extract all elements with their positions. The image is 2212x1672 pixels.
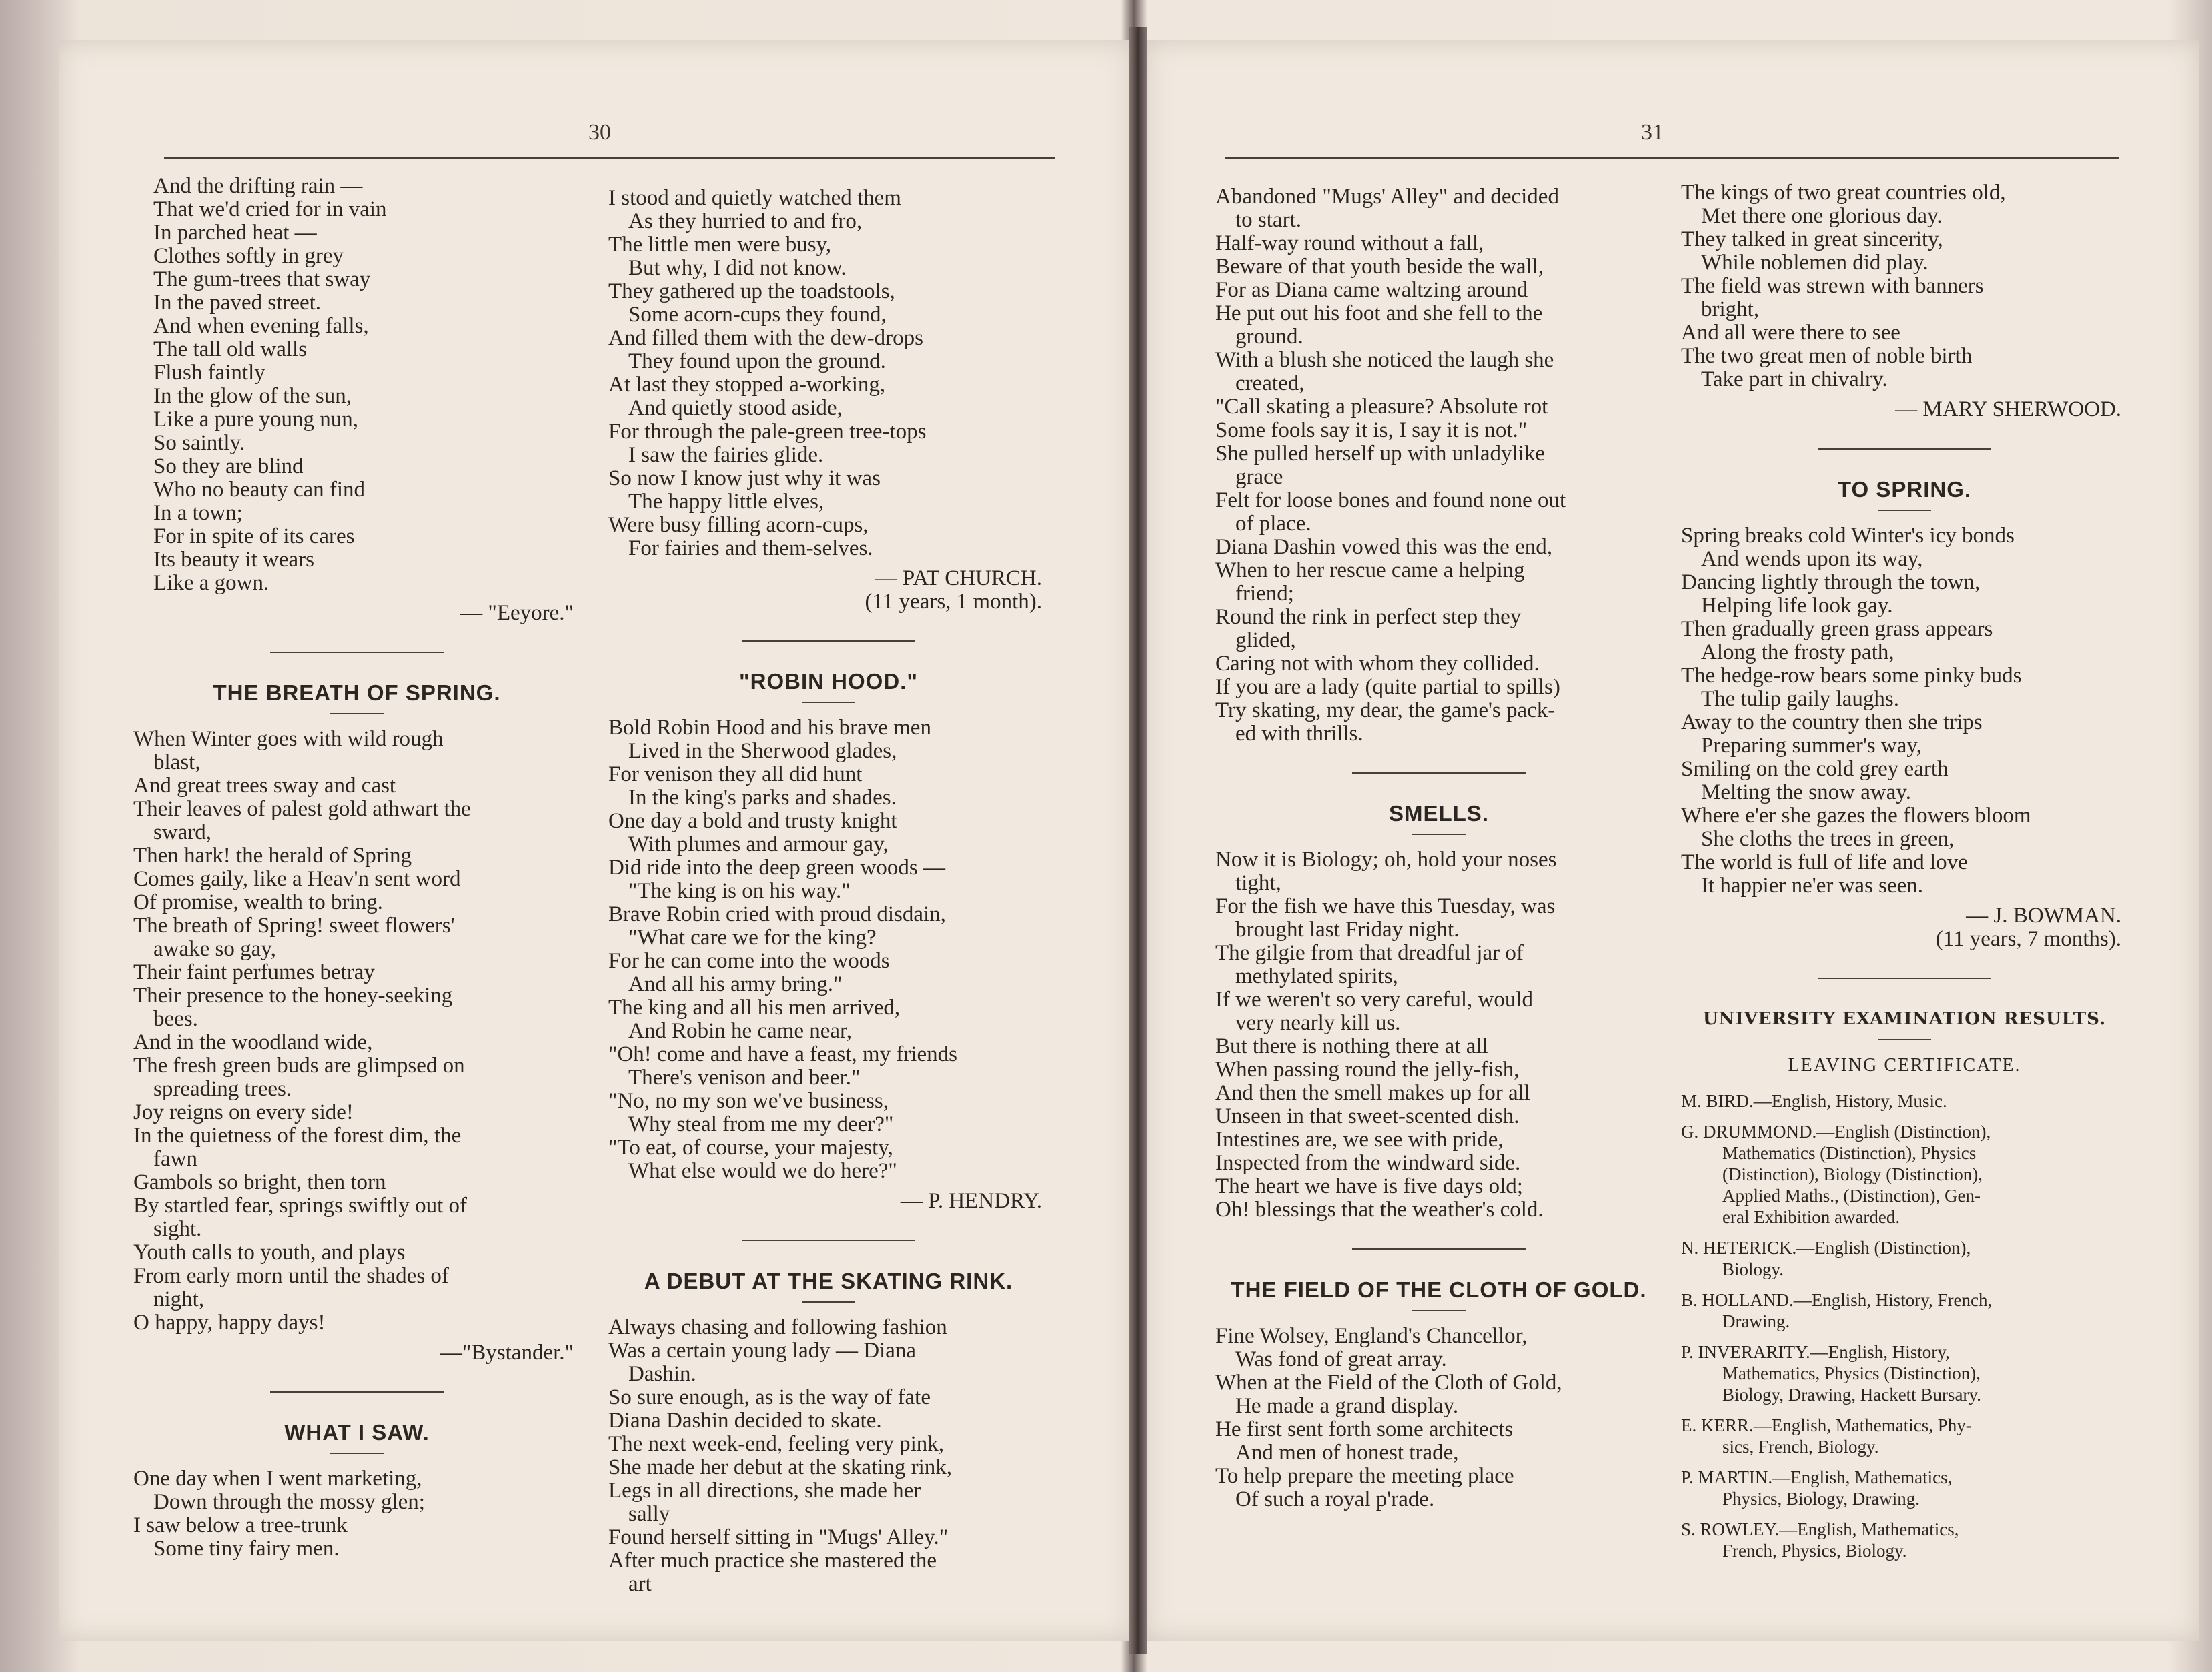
- section-title: SMELLS.: [1388, 801, 1489, 826]
- text-line: When Winter goes with wild rough: [133, 727, 444, 751]
- text-line: to start.: [1235, 208, 1301, 232]
- text-line: Its beauty it wears: [153, 548, 315, 572]
- poem-lines: [608, 187, 1049, 560]
- text-line: He put out his foot and she fell to the: [1215, 301, 1543, 325]
- text-line: In the king's parks and shades.: [628, 786, 897, 810]
- text-line: Fine Wolsey, England's Chancellor,: [1215, 1324, 1528, 1348]
- poem-lines: [133, 1467, 580, 1561]
- text-line: Their presence to the honey-seeking: [133, 984, 453, 1008]
- text-line: But there is nothing there at all: [1215, 1034, 1488, 1058]
- text-line: In the glow of the sun,: [153, 384, 352, 408]
- poem-lines: [1681, 181, 2128, 391]
- result-line: Mathematics (Distinction), Physics: [1722, 1143, 1977, 1163]
- text-line: While noblemen did play.: [1701, 251, 1928, 275]
- text-line: In the quietness of the forest dim, the: [133, 1124, 462, 1148]
- text-line: Clothes softly in grey: [153, 244, 344, 268]
- text-line: Then gradually green grass appears: [1681, 617, 1993, 641]
- text-line: After much practice she mastered the: [608, 1549, 937, 1573]
- text-line: Preparing summer's way,: [1701, 734, 1922, 758]
- text-line: And all his army bring.": [628, 972, 843, 996]
- section-title: THE BREATH OF SPRING.: [213, 680, 501, 705]
- text-line: At last they stopped a-working,: [608, 373, 886, 397]
- text-line: "The king is on his way.": [628, 879, 851, 903]
- poem-lines: [1215, 1325, 1662, 1511]
- text-line: The tulip gaily laughs.: [1701, 687, 1899, 711]
- text-line: She made her debut at the skating rink,: [608, 1455, 953, 1479]
- text-line: ground.: [1235, 325, 1303, 349]
- page-number-right: 31: [1641, 120, 1664, 145]
- text-line: Found herself sitting in "Mugs' Alley.": [608, 1525, 949, 1549]
- text-line: The world is full of life and love: [1681, 850, 1968, 874]
- text-line: Diana Dashin vowed this was the end,: [1215, 535, 1552, 559]
- text-line: The kings of two great countries old,: [1681, 181, 2006, 205]
- result-entry: [1681, 1289, 2128, 1332]
- text-line: "No, no my son we've business,: [608, 1089, 889, 1113]
- poem-lines: [1215, 185, 1662, 746]
- text-line: sight.: [153, 1217, 202, 1241]
- section-divider: [742, 640, 915, 642]
- text-line: As they hurried to and fro,: [628, 209, 863, 233]
- text-line: The happy little elves,: [628, 490, 824, 514]
- text-line: "What care we for the king?: [628, 926, 877, 950]
- text-line: For in spite of its cares: [153, 524, 355, 548]
- text-line: The two great men of noble birth: [1681, 344, 1973, 368]
- result-line: Applied Maths., (Distinction), Gen-: [1722, 1186, 1981, 1206]
- text-line: One day a bold and trusty knight: [608, 809, 897, 833]
- text-line: The next week-end, feeling very pink,: [608, 1432, 945, 1456]
- column-1: [133, 175, 580, 1561]
- text-line: tight,: [1235, 871, 1281, 895]
- result-line: (Distinction), Biology (Distinction),: [1722, 1164, 1983, 1184]
- text-line: Unseen in that sweet-scented dish.: [1215, 1104, 1520, 1128]
- result-line: Drawing.: [1722, 1311, 1790, 1331]
- text-line: "To eat, of course, your majesty,: [608, 1136, 893, 1160]
- text-line: The tall old walls: [153, 337, 308, 361]
- result-entry: [1681, 1467, 2128, 1509]
- text-line: The king and all his men arrived,: [608, 996, 901, 1020]
- result-line: P. INVERARITY.—English, History,: [1681, 1342, 1950, 1362]
- title-underline: [1412, 1310, 1466, 1311]
- section-title: A DEBUT AT THE SKATING RINK.: [644, 1269, 1013, 1293]
- text-line: Along the frosty path,: [1701, 640, 1894, 664]
- text-line: The hedge-row bears some pinky buds: [1681, 664, 2022, 688]
- header-rule-right: [1225, 157, 2119, 159]
- poem-lines: [608, 716, 1049, 1183]
- text-line: Lived in the Sherwood glades,: [628, 739, 897, 763]
- results-list: [1681, 1090, 2128, 1561]
- text-line: The gilgie from that dreadful jar of: [1215, 941, 1524, 965]
- text-line: created,: [1235, 371, 1305, 395]
- section-divider: [270, 1391, 444, 1393]
- text-line: Some acorn-cups they found,: [628, 303, 887, 327]
- text-line: And quietly stood aside,: [628, 396, 843, 420]
- title-underline: [1878, 1039, 1931, 1040]
- title-underline: [802, 702, 855, 703]
- poem-lines: [1681, 524, 2128, 898]
- text-line: "Oh! come and have a feast, my friends: [608, 1042, 957, 1066]
- text-line: Was a certain young lady — Diana: [608, 1339, 917, 1363]
- result-line: Mathematics, Physics (Distinction),: [1722, 1363, 1981, 1383]
- text-line: For as Diana came waltzing around: [1215, 278, 1528, 302]
- text-line: I stood and quietly watched them: [608, 186, 901, 210]
- section-title: "ROBIN HOOD.": [739, 669, 918, 694]
- text-line: And in the woodland wide,: [133, 1030, 373, 1054]
- text-line: Gambols so bright, then torn: [133, 1170, 386, 1194]
- text-line: And wends upon its way,: [1701, 547, 1923, 571]
- result-line: N. HETERICK.—English (Distinction),: [1681, 1238, 1971, 1258]
- text-line: They gathered up the toadstools,: [608, 279, 895, 303]
- text-line: To help prepare the meeting place: [1215, 1464, 1514, 1488]
- text-line: Met there one glorious day.: [1701, 204, 1943, 228]
- text-line: The fresh green buds are glimpsed on: [133, 1054, 465, 1078]
- text-line: And filled them with the dew-drops: [608, 326, 923, 350]
- text-line: Now it is Biology; oh, hold your noses: [1215, 848, 1557, 872]
- text-line: He made a grand display.: [1235, 1394, 1459, 1418]
- text-line: Always chasing and following fashion: [608, 1315, 947, 1339]
- text-line: Did ride into the deep green woods —: [608, 856, 945, 880]
- text-line: Diana Dashin decided to skate.: [608, 1409, 882, 1433]
- text-line: I saw below a tree-trunk: [133, 1513, 348, 1537]
- text-line: blast,: [153, 750, 201, 774]
- result-line: B. HOLLAND.—English, History, French,: [1681, 1290, 1993, 1310]
- text-line: Like a pure young nun,: [153, 407, 359, 432]
- book-gutter: [1129, 27, 1147, 1654]
- result-line: P. MARTIN.—English, Mathematics,: [1681, 1467, 1953, 1487]
- section-title: UNIVERSITY EXAMINATION RESULTS.: [1702, 1009, 2107, 1029]
- text-line: What else would we do here?": [628, 1159, 897, 1183]
- text-line: She cloths the trees in green,: [1701, 827, 1955, 851]
- text-line: Some fools say it is, I say it is not.": [1215, 418, 1528, 442]
- poem-lines: [133, 175, 580, 595]
- text-line: Why steal from me my deer?": [628, 1112, 894, 1136]
- text-line: O happy, happy days!: [133, 1311, 326, 1335]
- text-line: Brave Robin cried with proud disdain,: [608, 902, 946, 926]
- text-line: Spring breaks cold Winter's icy bonds: [1681, 524, 2015, 548]
- text-line: When to her rescue came a helping: [1215, 558, 1525, 582]
- text-line: fawn: [153, 1147, 197, 1171]
- text-line: Of such a royal p'rade.: [1235, 1487, 1435, 1511]
- section-title: THE FIELD OF THE CLOTH OF GOLD.: [1231, 1277, 1647, 1302]
- text-line: So saintly.: [153, 431, 245, 455]
- section-divider: [1818, 978, 1991, 979]
- title-underline: [330, 1453, 384, 1454]
- result-entry: [1681, 1090, 2128, 1112]
- text-line: Down through the mossy glen;: [153, 1490, 425, 1514]
- section-divider: [1818, 448, 1991, 450]
- text-line: So sure enough, as is the way of fate: [608, 1385, 931, 1409]
- text-line: For venison they all did hunt: [608, 762, 863, 786]
- text-line: When passing round the jelly-fish,: [1215, 1058, 1520, 1082]
- text-line: Round the rink in perfect step they: [1215, 605, 1522, 629]
- text-line: They found upon the ground.: [628, 349, 886, 373]
- text-line: Bold Robin Hood and his brave men: [608, 716, 931, 740]
- section-title: WHAT I SAW.: [284, 1420, 430, 1445]
- text-line: When at the Field of the Cloth of Gold,: [1215, 1371, 1562, 1395]
- section-title: TO SPRING.: [1837, 477, 1972, 502]
- text-line: Were busy filling acorn-cups,: [608, 513, 869, 537]
- text-line: Who no beauty can find: [153, 478, 366, 502]
- text-line: Where e'er she gazes the flowers bloom: [1681, 804, 2031, 828]
- column-2: [608, 187, 1049, 1596]
- text-line: In parched heat —: [153, 221, 317, 245]
- page-number-left: 30: [588, 120, 611, 145]
- text-line: The field was strewn with banners: [1681, 274, 1984, 298]
- section-divider: [742, 1240, 915, 1241]
- text-line: They talked in great sincerity,: [1681, 227, 1943, 251]
- signature: — P. HENDRY.: [900, 1189, 1042, 1213]
- text-line: "Call skating a pleasure? Absolute rot: [1215, 395, 1548, 419]
- text-line: bright,: [1701, 297, 1760, 321]
- text-line: For the fish we have this Tuesday, was: [1215, 894, 1556, 918]
- text-line: He first sent forth some architects: [1215, 1417, 1514, 1441]
- result-entry: [1681, 1341, 2128, 1405]
- text-line: The breath of Spring! sweet flowers': [133, 914, 455, 938]
- text-line: Youth calls to youth, and plays: [133, 1240, 406, 1265]
- text-line: brought last Friday night.: [1235, 918, 1460, 942]
- result-line: sics, French, Biology.: [1722, 1437, 1879, 1457]
- text-line: Their leaves of palest gold athwart the: [133, 797, 471, 821]
- result-entry: [1681, 1519, 2128, 1561]
- text-line: art: [628, 1572, 652, 1596]
- title-underline: [330, 713, 384, 714]
- text-line: In a town;: [153, 501, 243, 525]
- text-line: Caring not with whom they collided.: [1215, 652, 1540, 676]
- text-line: Take part in chivalry.: [1701, 367, 1888, 391]
- text-line: Some tiny fairy men.: [153, 1537, 340, 1561]
- signature: — "Eeyore.": [460, 601, 574, 625]
- column-3: [1215, 185, 1662, 1511]
- text-line: In the paved street.: [153, 291, 322, 315]
- result-line: French, Physics, Biology.: [1722, 1541, 1907, 1561]
- text-line: For he can come into the woods: [608, 949, 890, 973]
- result-line: Biology.: [1722, 1259, 1784, 1279]
- signature: — PAT CHURCH.: [875, 566, 1042, 590]
- result-entry: [1681, 1121, 2128, 1228]
- title-underline: [802, 1301, 855, 1303]
- text-line: very nearly kill us.: [1235, 1011, 1401, 1035]
- text-line: Was fond of great array.: [1235, 1347, 1447, 1371]
- text-line: The gum-trees that sway: [153, 267, 371, 291]
- text-line: With a blush she noticed the laugh she: [1215, 348, 1554, 372]
- result-line: E. KERR.—English, Mathematics, Phy-: [1681, 1415, 1972, 1435]
- text-line: methylated spirits,: [1235, 964, 1398, 988]
- text-line: Of promise, wealth to bring.: [133, 890, 383, 914]
- text-line: She pulled herself up with unladylike: [1215, 442, 1545, 466]
- result-line: G. DRUMMOND.—English (Distinction),: [1681, 1122, 1991, 1142]
- text-line: Oh! blessings that the weather's cold.: [1215, 1198, 1544, 1222]
- text-line: ed with thrills.: [1235, 722, 1363, 746]
- text-line: And men of honest trade,: [1235, 1441, 1459, 1465]
- header-rule-left: [164, 157, 1055, 159]
- text-line: glided,: [1235, 628, 1296, 652]
- text-line: And all were there to see: [1681, 321, 1900, 345]
- author-age: (11 years, 1 month).: [865, 590, 1042, 614]
- text-line: Beware of that youth beside the wall,: [1215, 255, 1544, 279]
- text-line: Legs in all directions, she made her: [608, 1479, 921, 1503]
- text-line: If you are a lady (quite partial to spills): [1215, 675, 1560, 699]
- text-line: One day when I went marketing,: [133, 1467, 422, 1491]
- text-line: And the drifting rain —: [153, 174, 363, 198]
- text-line: awake so gay,: [153, 937, 276, 961]
- text-line: The heart we have is five days old;: [1215, 1174, 1523, 1198]
- signature: —"Bystander.": [440, 1341, 574, 1365]
- text-line: So now I know just why it was: [608, 466, 881, 490]
- signature: — J. BOWMAN.: [1966, 904, 2121, 928]
- poem-eeyore: [133, 175, 580, 625]
- text-line: And then the smell makes up for all: [1215, 1081, 1530, 1105]
- text-line: Then hark! the herald of Spring: [133, 844, 412, 868]
- section-divider: [1352, 772, 1526, 774]
- text-line: Like a gown.: [153, 571, 269, 595]
- text-line: From early morn until the shades of: [133, 1264, 449, 1288]
- result-entry: [1681, 1415, 2128, 1457]
- text-line: The little men were busy,: [608, 233, 832, 257]
- section-divider: [270, 652, 444, 653]
- text-line: friend;: [1235, 582, 1294, 606]
- title-underline: [1412, 834, 1466, 835]
- signature: — MARY SHERWOOD.: [1895, 397, 2121, 422]
- text-line: bees.: [153, 1007, 198, 1031]
- text-line: Half-way round without a fall,: [1215, 231, 1484, 255]
- text-line: Away to the country then she trips: [1681, 710, 1983, 734]
- text-line: sward,: [153, 820, 212, 844]
- result-entry: [1681, 1237, 2128, 1280]
- text-line: sally: [628, 1502, 670, 1526]
- text-line: Abandoned "Mugs' Alley" and decided: [1215, 185, 1559, 209]
- author-age: (11 years, 7 months).: [1935, 927, 2121, 951]
- result-line: S. ROWLEY.—English, Mathematics,: [1681, 1519, 1959, 1539]
- text-line: Dashin.: [628, 1362, 696, 1386]
- column-4: [1681, 181, 2128, 1571]
- text-line: Helping life look gay.: [1701, 594, 1893, 618]
- section-divider: [1352, 1248, 1526, 1250]
- text-line: With plumes and armour gay,: [628, 832, 889, 856]
- text-line: Their faint perfumes betray: [133, 960, 375, 984]
- text-line: It happier ne'er was seen.: [1701, 874, 1924, 898]
- text-line: And great trees sway and cast: [133, 774, 396, 798]
- text-line: For fairies and them-selves.: [628, 536, 873, 560]
- text-line: I saw the fairies glide.: [628, 443, 824, 467]
- text-line: So they are blind: [153, 454, 304, 478]
- text-line: grace: [1235, 465, 1283, 489]
- text-line: Melting the snow away.: [1701, 780, 1911, 804]
- text-line: And when evening falls,: [153, 314, 369, 338]
- text-line: Try skating, my dear, the game's pack-: [1215, 698, 1556, 722]
- text-line: Dancing lightly through the town,: [1681, 570, 1981, 594]
- text-line: But why, I did not know.: [628, 256, 847, 280]
- result-line: eral Exhibition awarded.: [1722, 1207, 1900, 1227]
- title-underline: [1878, 510, 1931, 511]
- text-line: spreading trees.: [153, 1077, 292, 1101]
- poem-lines: [608, 1316, 1049, 1596]
- text-line: There's venison and beer.": [628, 1066, 861, 1090]
- text-line: And Robin he came near,: [628, 1019, 852, 1043]
- text-line: That we'd cried for in vain: [153, 197, 387, 221]
- text-line: night,: [153, 1287, 205, 1311]
- results-subtitle: LEAVING CERTIFICATE.: [1788, 1055, 2021, 1076]
- text-line: Felt for loose bones and found none out: [1215, 488, 1566, 512]
- result-line: Physics, Biology, Drawing.: [1722, 1489, 1920, 1509]
- result-line: M. BIRD.—English, History, Music.: [1681, 1091, 1947, 1111]
- text-line: For through the pale-green tree-tops: [608, 420, 927, 444]
- text-line: Inspected from the windward side.: [1215, 1151, 1521, 1175]
- text-line: By startled fear, springs swiftly out of: [133, 1194, 468, 1218]
- text-line: Flush faintly: [153, 361, 265, 385]
- text-line: Intestines are, we see with pride,: [1215, 1128, 1504, 1152]
- poem-lines: [133, 728, 580, 1335]
- text-line: Comes gaily, like a Heav'n sent word: [133, 867, 461, 891]
- text-line: of place.: [1235, 512, 1311, 536]
- poem-lines: [1215, 848, 1662, 1222]
- result-line: Biology, Drawing, Hackett Bursary.: [1722, 1385, 1981, 1405]
- text-line: Smiling on the cold grey earth: [1681, 757, 1949, 781]
- text-line: Joy reigns on every side!: [133, 1100, 354, 1124]
- text-line: If we weren't so very careful, would: [1215, 988, 1534, 1012]
